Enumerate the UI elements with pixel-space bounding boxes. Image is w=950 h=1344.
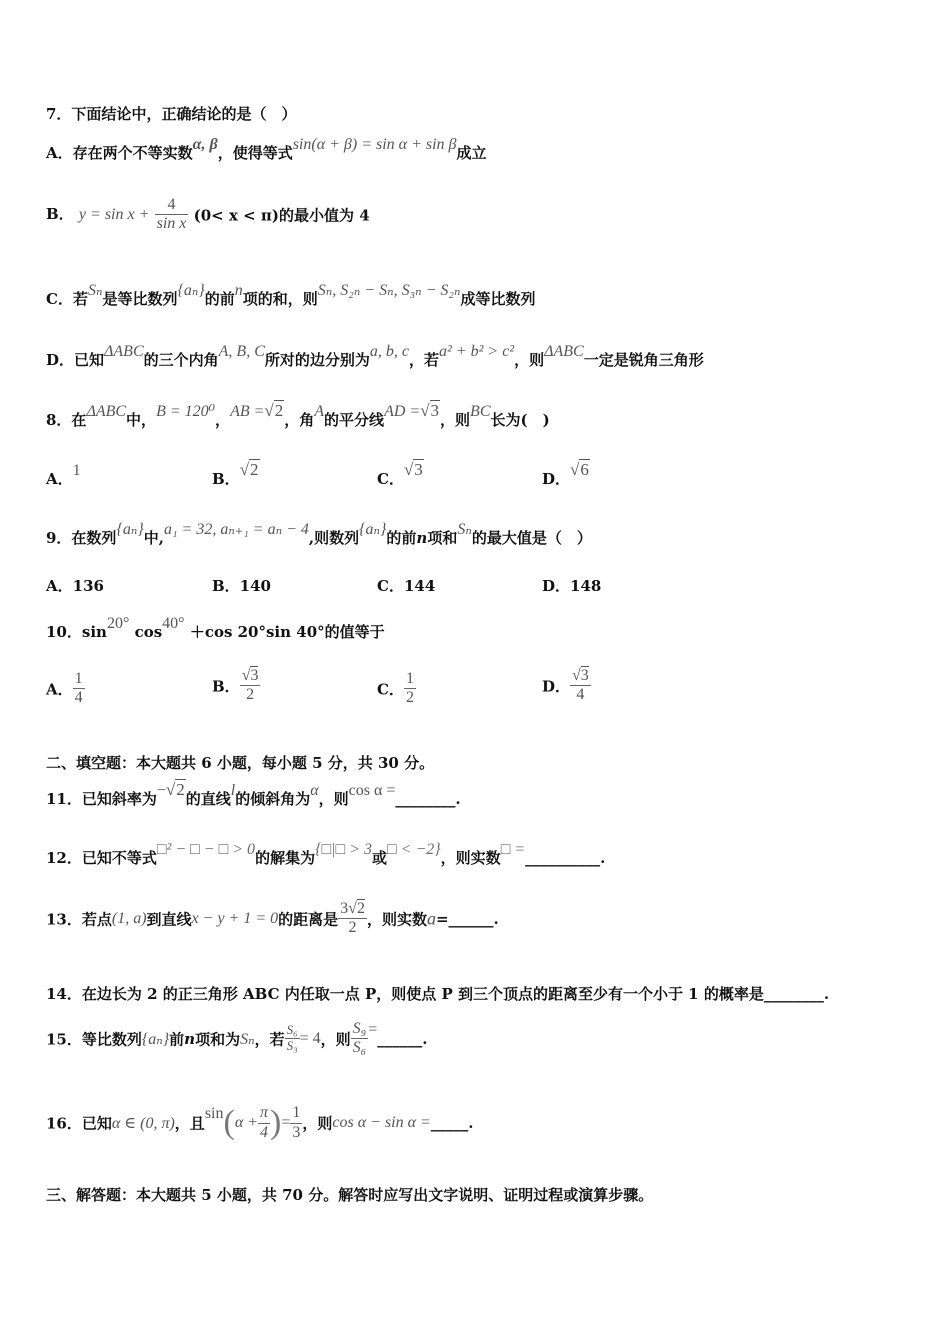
q7-option-a: A．存在两个不等实数α, β，使得等式sin(α + β) = sin α + sin β成立 xyxy=(46,136,487,162)
q8-option-b: B．√2 xyxy=(212,460,259,488)
q8-option-d: D．√6 xyxy=(542,460,589,488)
q7-option-b: B． y = sin x + $\frac{4}{\text{sin x}}$ (0< x < π)的最小值为 4 xyxy=(46,196,370,233)
q9-option-d: D．148 xyxy=(542,577,602,595)
q13-answer-blank[interactable]: ______ xyxy=(448,909,494,928)
q14-stem: 14．在边长为 2 的正三角形 ABC 内任取一点 P，则使点 P 到三个顶点的距离至少有一个小于 1 的概率是________. xyxy=(46,985,830,1003)
q16-answer-blank[interactable]: _____ xyxy=(430,1114,469,1132)
q13-stem: 13．若点(1, a)到直线x − y + 1 = 0的距离是 $\frac{3√2}{2}$ ，则实数a=______. xyxy=(46,900,499,937)
q16-stem: 16．已知α ∈ (0, π)，且sin(α + $\frac{\pi}{4}$ )= $\frac{1}{3}$ ，则cos α − sin α =_____. xyxy=(46,1104,474,1141)
q10-stem: 10．sin20° cos40° ＋cos 20°sin 40°的值等于 xyxy=(46,615,385,641)
q7-option-c: C．若Sₙ是等比数列{aₙ}的前n项的和，则Sₙ, S₂ₙ − Sₙ, S₃ₙ − S₂ₙ成等比数列 xyxy=(46,282,536,308)
section-2-heading: 二、填空题：本大题共 6 小题，每小题 5 分，共 30 分。 xyxy=(46,754,435,772)
q11-stem: 11．已知斜率为−√2的直线l的倾斜角为α，则cos α =________. xyxy=(46,780,461,808)
q8-option-c: C．√3 xyxy=(377,460,423,488)
q9-option-b: B．140 xyxy=(212,577,271,595)
q15-answer-blank[interactable]: ______ xyxy=(377,1029,423,1048)
q15-ratio-2: $\frac{\text{S₉}}{\text{S₆}}$ xyxy=(352,1020,367,1057)
q13-distance-fraction: $\frac{3√2}{2}$ xyxy=(340,900,365,937)
q10-option-d: D． $\frac{√3}{4}$ xyxy=(542,667,589,704)
section-3-heading: 三、解答题：本大题共 5 小题，共 70 分。解答时应写出文字说明、证明过程或演算步骤。 xyxy=(46,1186,654,1204)
q7-stem: 7．下面结论中，正确结论的是（ ） xyxy=(46,105,297,123)
q11-answer-blank[interactable]: ________ xyxy=(395,790,456,808)
q9-option-a: A．136 xyxy=(46,577,104,595)
q7-b-fraction: $\frac{4}{\text{sin x}}$ xyxy=(156,196,187,233)
q8-stem: 8．在ΔABC中，B = 120⁰，AB =√2，角A的平分线AD =√3，则BC长为( ) xyxy=(46,401,550,429)
q15-stem: 15．等比数列{aₙ}前n项和为Sₙ，若 $\frac{\text{S₆}}{\text{S₃}}$ = 4，则 $\frac{\text{S₉}}{\text{S₆}}$ =______. xyxy=(46,1020,428,1057)
q12-answer-blank[interactable]: __________ xyxy=(525,849,601,867)
q10-option-a: A． $\frac{1}{4}$ xyxy=(46,670,83,707)
q9-stem: 9．在数列{aₙ}中,a₁ = 32, aₙ₊₁ = aₙ − 4,则数列{aₙ}的前n项和Sₙ的最大值是（ ） xyxy=(46,521,592,547)
q15-ratio-1: $\frac{\text{S₆}}{\text{S₃}}$ xyxy=(286,1022,298,1054)
q10-option-b: B． $\frac{√3}{2}$ xyxy=(212,667,259,704)
q9-option-c: C．144 xyxy=(377,577,436,595)
q8-option-a: A．1 xyxy=(46,462,81,488)
q7-option-d: D．已知ΔABC的三个内角A, B, C所对的边分别为a, b, c，若a² + b² > c²，则ΔABC一定是锐角三角形 xyxy=(46,343,704,369)
q10-option-c: C． $\frac{1}{2}$ xyxy=(377,670,414,707)
q12-stem: 12．已知不等式□² − □ − □ > 0的解集为{□|□ > 3或□ < −2}，则实数□ =__________. xyxy=(46,841,606,867)
